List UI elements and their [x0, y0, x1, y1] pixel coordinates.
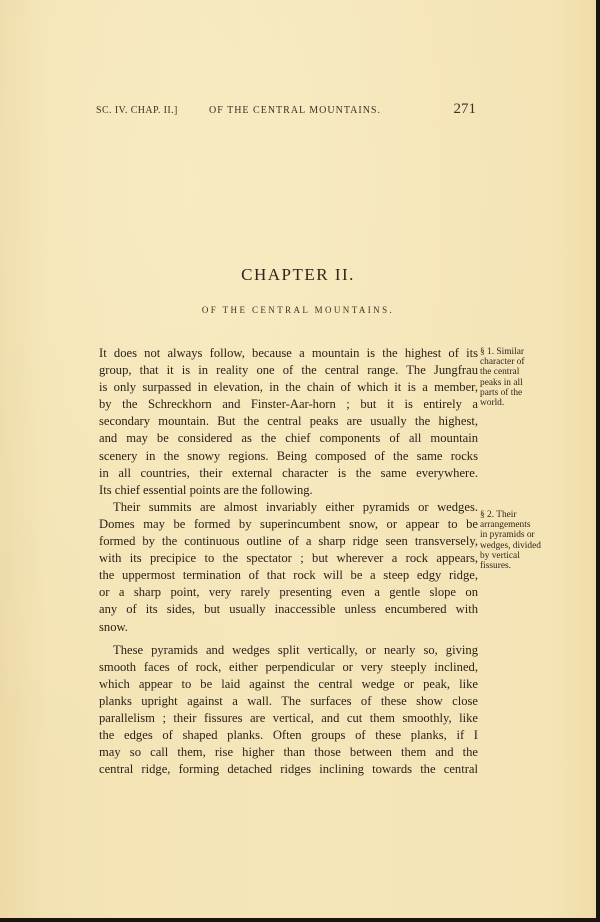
note-line: parts of the [480, 387, 523, 398]
note-line: peaks in all [480, 377, 523, 388]
paragraph-2 [99, 499, 478, 636]
text-line: the edges of shaped planks. Often groups of these planks, if I [99, 728, 478, 743]
text-line: in all countries, their external character is the same everywhere. [99, 465, 478, 480]
text-line: These pyramids and wedges split vertically, or nearly so, giving [113, 642, 478, 657]
note-line: in pyramids or [480, 530, 535, 541]
text-line: or a sharp point, very rarely presenting even a gentle slope on [99, 585, 478, 600]
text-line: the uppermost termination of that rock will be a steep edgy ridge, [99, 568, 478, 583]
note-line: § 1. Similar [480, 347, 525, 357]
paragraph-1 [99, 345, 478, 499]
text-line: smooth faces of rock, either perpendicular or very steeply inclined, [99, 659, 478, 674]
page-number: 271 [453, 101, 476, 117]
note-line: fissures. [480, 561, 511, 572]
chapter-title: CHAPTER II. [241, 265, 355, 284]
running-head-title: OF THE CENTRAL MOUNTAINS. [209, 105, 381, 116]
text-line: central ridge, forming detached ridges inclining towards the central [99, 762, 478, 777]
text-line: planks upright against a wall. The surfaces of these show close [99, 693, 478, 708]
text-line: with its precipice to the spectator ; but wherever a rock appears, [99, 551, 478, 566]
note-line: § 2. Their [480, 510, 517, 520]
marginal-note-2 [480, 510, 572, 571]
running-head [96, 103, 480, 119]
marginal-note-1 [480, 347, 572, 408]
note-line: by vertical [480, 550, 520, 561]
text-line: snow. [99, 619, 128, 634]
section-reference: SC. IV. CHAP. II.] [96, 105, 178, 116]
text-line: Its chief essential points are the following. [99, 482, 313, 497]
text-line: scenery in the snowy regions. Being composed of the same rocks [99, 448, 478, 463]
text-line: any of its sides, but usually inaccessible unless encumbered with [99, 602, 478, 617]
note-line: character of [480, 357, 525, 368]
text-line: and may be considered as the chief components of all mountain [99, 431, 478, 446]
note-line: wedges, divided [480, 540, 541, 551]
text-line: parallelism ; their fissures are vertical, and cut them smoothly, like [99, 710, 478, 725]
note-line: world. [480, 398, 505, 409]
text-line: Their summits are almost invariably either pyramids or wedges. [113, 499, 478, 514]
text-line: formed by the continuous outline of a sharp ridge seen transversely, [99, 534, 478, 549]
note-line: arrangements [480, 520, 531, 531]
text-line: It does not always follow, because a mountain is the highest of its [99, 346, 478, 360]
text-line: by the Schreckhorn and Finster-Aar-horn ; but it is entirely a [99, 397, 478, 412]
text-line: may so call them, rise higher than those between them and the [99, 745, 478, 760]
text-line: secondary mountain. But the central peaks are usually the highest, [99, 414, 478, 429]
paragraph-3 [99, 642, 478, 779]
note-line: the central [480, 367, 520, 378]
chapter-subtitle: OF THE CENTRAL MOUNTAINS. [201, 305, 395, 315]
text-line: group, that it is in reality one of the central range. The Jungfrau [99, 363, 478, 378]
text-line: which appear to be laid against the central wedge or peak, like [99, 676, 478, 691]
body-text [99, 345, 478, 778]
text-line: is only surpassed in elevation, in the chain of which it is a member, [99, 380, 478, 395]
text-line: Domes may be formed by superincumbent snow, or appear to be [99, 516, 478, 531]
